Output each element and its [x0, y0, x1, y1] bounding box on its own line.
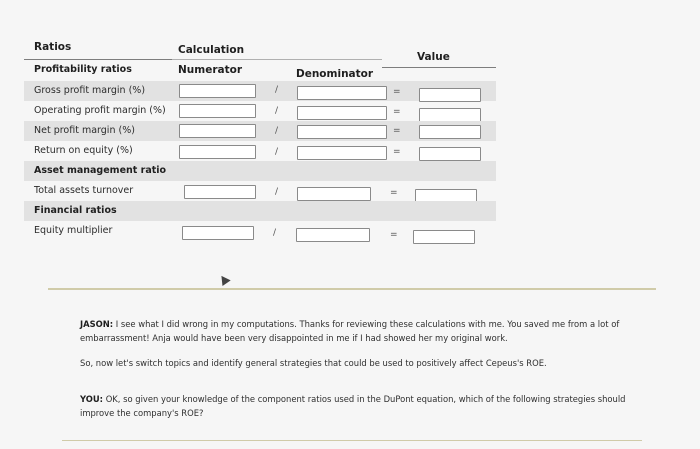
- numerator-input[interactable]: [184, 185, 256, 199]
- divide-sign: /: [275, 187, 279, 197]
- jason-text: I see what I did wrong in my computations. Thanks for reviewing these calculations with me. You saved me from a lot of embarrassment! Anja would have been very disappointed in me if I had showed her my original work.: [80, 319, 620, 343]
- mouse-cursor-icon: [217, 273, 230, 286]
- row-label: Net profit margin (%): [34, 125, 135, 136]
- you-text: OK, so given your knowledge of the component ratios used in the DuPont equation, which of the following strategies should improve the company's ROE?: [80, 394, 626, 418]
- header-numerator: Numerator: [178, 64, 242, 76]
- row-label: Operating profit margin (%): [34, 105, 166, 116]
- header-denominator: Denominator: [296, 68, 374, 80]
- value-input[interactable]: [413, 230, 475, 244]
- table-row: [24, 81, 496, 101]
- equals-sign: =: [393, 107, 401, 117]
- section-label: Profitability ratios: [34, 64, 132, 75]
- table-row: [24, 181, 496, 201]
- section-divider-top: [48, 288, 656, 290]
- switch-topic-text: So, now let's switch topics and identify general strategies that could be used to positively affect Cepeus's ROE.: [80, 358, 547, 368]
- you-speaker: YOU:: [80, 394, 104, 404]
- denominator-input[interactable]: [297, 187, 371, 201]
- numerator-input[interactable]: [179, 124, 256, 138]
- ratio-table: [24, 34, 496, 244]
- equals-sign: =: [393, 126, 401, 136]
- equals-sign: =: [393, 87, 401, 97]
- denominator-input[interactable]: [297, 106, 387, 120]
- section-label: Financial ratios: [34, 205, 117, 216]
- row-label: Return on equity (%): [34, 145, 133, 156]
- row-label: Equity multiplier: [34, 225, 113, 236]
- divide-sign: /: [275, 147, 279, 157]
- value-input[interactable]: [419, 125, 481, 139]
- table-row: [24, 141, 496, 161]
- denominator-input[interactable]: [297, 146, 387, 160]
- value-input[interactable]: [419, 88, 481, 102]
- equals-sign: =: [390, 230, 398, 240]
- divide-sign: /: [273, 228, 277, 238]
- table-row: [24, 121, 496, 141]
- value-input[interactable]: [419, 108, 481, 122]
- header-value: Value: [417, 51, 450, 63]
- table-row: [24, 221, 496, 241]
- divide-sign: /: [275, 85, 279, 95]
- numerator-input[interactable]: [179, 104, 256, 118]
- table-row: [24, 101, 496, 121]
- header-ratios: Ratios: [34, 41, 72, 53]
- row-label: Total assets turnover: [34, 185, 134, 196]
- denominator-input[interactable]: [297, 86, 387, 100]
- numerator-input[interactable]: [179, 84, 256, 98]
- section-divider-bottom: [62, 440, 642, 441]
- section-row-financial: [24, 201, 496, 221]
- numerator-input[interactable]: [179, 145, 256, 159]
- denominator-input[interactable]: [297, 125, 387, 139]
- jason-speaker: JASON:: [80, 319, 114, 329]
- divide-sign: /: [275, 126, 279, 136]
- jason-dialogue: [80, 317, 640, 345]
- equals-sign: =: [393, 147, 401, 157]
- row-label: Gross profit margin (%): [34, 85, 146, 96]
- you-dialogue: [80, 392, 640, 420]
- section-row-asset-management: [24, 161, 496, 181]
- header-calculation: Calculation: [178, 44, 245, 56]
- divide-sign: /: [275, 106, 279, 116]
- value-input[interactable]: [419, 147, 481, 161]
- equals-sign: =: [390, 188, 398, 198]
- section-row-profitability: [24, 60, 496, 80]
- denominator-input[interactable]: [296, 228, 370, 242]
- section-label: Asset management ratio: [34, 165, 167, 176]
- numerator-input[interactable]: [182, 226, 254, 240]
